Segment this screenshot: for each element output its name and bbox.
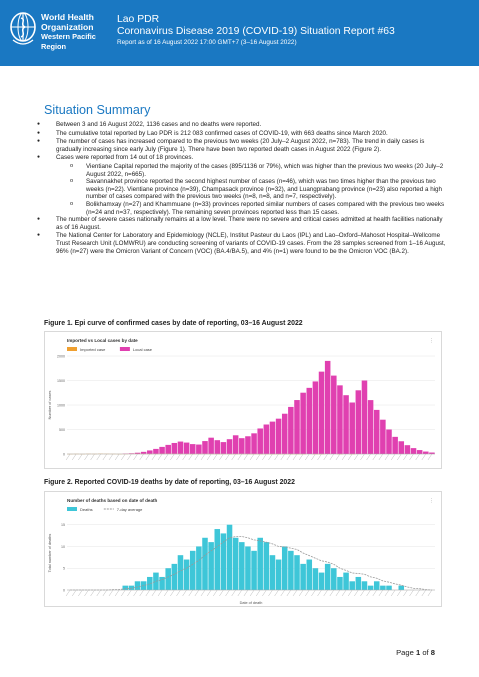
x-tick xyxy=(391,454,395,460)
epi-curve-chart xyxy=(45,332,441,468)
x-tick xyxy=(281,454,285,460)
summary-bullet xyxy=(36,138,446,153)
x-tick xyxy=(127,590,131,596)
bar xyxy=(343,395,349,454)
x-tick xyxy=(311,590,315,596)
x-tick xyxy=(195,590,199,596)
bar xyxy=(165,568,171,590)
x-tick xyxy=(109,454,113,460)
x-tick xyxy=(201,454,205,460)
bar xyxy=(202,441,208,454)
x-tick xyxy=(385,590,389,596)
bar xyxy=(307,388,313,454)
x-tick xyxy=(121,590,125,596)
y-axis-label: Total number of deaths xyxy=(48,533,52,573)
x-tick xyxy=(244,454,248,460)
x-tick xyxy=(354,454,358,460)
bar xyxy=(264,425,270,454)
bar xyxy=(417,450,423,454)
bar xyxy=(307,560,313,590)
report-date: Report as of 16 August 2022 17:00 GMT+7 (3–16 August 2022) xyxy=(117,39,297,46)
x-tick xyxy=(367,590,371,596)
x-tick xyxy=(256,454,260,460)
x-tick xyxy=(391,590,395,596)
summary-bullet xyxy=(36,232,446,255)
x-tick xyxy=(152,590,156,596)
bar xyxy=(215,529,221,590)
legend-label: Local case xyxy=(132,346,153,352)
x-tick xyxy=(262,590,266,596)
bullet-text: The number of cases has increased compared to the previous two weeks (20 July–2 August 2022, n=783). The trend in daily cases is gradually increasing since early July (Figure 1). There have been two reported death cases in August 2022 (Figure 2). xyxy=(56,138,425,153)
sub-bullet-text: Savannakhet province reported the second highest number of cases (n=46), which was two times higher than the previous two weeks (n=22). Vientiane province (n=39), Champasack province (n=32), and Luangprabang province (n=23) also reported a high number of cases compared with the previous two weeks (n=8, n=8, and n=7, respectively). xyxy=(86,178,443,201)
bar xyxy=(233,435,239,454)
bar xyxy=(153,449,159,454)
x-tick xyxy=(354,590,358,596)
bullet-text: Cases were reported from 14 out of 18 provinces. xyxy=(56,154,194,162)
x-tick xyxy=(84,454,88,460)
bar xyxy=(343,573,349,590)
report-heading xyxy=(117,14,395,48)
x-tick xyxy=(232,454,236,460)
x-tick xyxy=(91,454,95,460)
x-tick xyxy=(140,590,144,596)
chart-title: Number of deaths based on date of death xyxy=(67,498,158,503)
x-tick xyxy=(109,590,113,596)
x-tick xyxy=(170,590,174,596)
x-tick xyxy=(305,590,309,596)
legend-swatch xyxy=(67,347,77,351)
page-total: 8 xyxy=(430,648,435,657)
x-tick xyxy=(397,454,401,460)
x-tick xyxy=(164,454,168,460)
x-tick xyxy=(244,590,248,596)
deaths-chart xyxy=(45,492,441,606)
x-tick xyxy=(72,454,76,460)
bar xyxy=(251,433,257,454)
bar xyxy=(202,538,208,590)
y-tick-label: 2000 xyxy=(57,354,65,359)
y-tick-label: 1500 xyxy=(57,378,65,383)
x-tick xyxy=(158,454,162,460)
x-tick xyxy=(115,590,119,596)
bar xyxy=(208,438,214,454)
x-tick xyxy=(410,454,414,460)
bar xyxy=(190,444,196,454)
who-emblem-icon xyxy=(8,10,38,48)
x-tick xyxy=(72,590,76,596)
bar xyxy=(239,438,245,454)
x-tick xyxy=(305,454,309,460)
bar xyxy=(386,586,392,590)
bar xyxy=(196,445,202,454)
bar xyxy=(362,381,368,455)
x-tick xyxy=(207,590,211,596)
bar xyxy=(147,450,153,453)
bar xyxy=(196,546,202,590)
x-tick xyxy=(238,590,242,596)
bar xyxy=(282,546,288,590)
bar xyxy=(221,442,227,454)
bar xyxy=(245,546,251,590)
x-tick xyxy=(256,590,260,596)
x-tick xyxy=(299,590,303,596)
bar xyxy=(184,443,190,454)
x-tick xyxy=(97,454,101,460)
report-header xyxy=(0,0,479,66)
x-tick xyxy=(103,454,107,460)
bullet-text: The number of severe cases nationally remains at a low level. There were no severe and critical cases admitted at health facilities nationally as of 16 August. xyxy=(56,216,443,231)
figure-1-caption: Figure 1. Epi curve of confirmed cases by date of reporting, 03–16 August 2022 xyxy=(44,320,303,327)
bar xyxy=(349,403,355,454)
x-tick xyxy=(146,590,150,596)
bar xyxy=(227,525,233,590)
x-tick xyxy=(348,454,352,460)
bar xyxy=(331,568,337,590)
x-tick xyxy=(428,454,432,460)
x-tick xyxy=(238,454,242,460)
bar xyxy=(141,452,147,454)
y-tick-label: 500 xyxy=(59,427,65,432)
legend-swatch xyxy=(67,507,77,511)
page-number xyxy=(396,648,435,657)
chart-menu-icon: ⋮ xyxy=(429,338,434,344)
bar xyxy=(288,407,294,454)
figure-1-chart xyxy=(44,331,442,469)
x-tick xyxy=(201,590,205,596)
bar xyxy=(178,555,184,590)
x-tick xyxy=(91,590,95,596)
x-tick xyxy=(189,590,193,596)
bullet-text: The National Center for Laboratory and Epidemiology (NCLE), Institut Pasteur du Laos (IPL) and Lao–Oxford–Mahosot Hospital–Wellcome Trust Research Unit (LOMWRU) are conducting screening of variants of COVID-19 cases. From the 28 samples screened from 1–16 August, 96% (n=27) were the Omicron Variant of Concern (VOC) (BA.4/BA.5), and 4% (n=1) were found to be the Omicron VOC (BA.2). xyxy=(56,232,446,255)
x-tick xyxy=(275,590,279,596)
bar xyxy=(159,577,165,590)
x-tick xyxy=(78,590,82,596)
org-line-2: Organization xyxy=(41,21,94,32)
x-tick xyxy=(170,454,174,460)
bar xyxy=(337,385,343,454)
x-tick xyxy=(293,590,297,596)
x-tick xyxy=(379,454,383,460)
x-tick xyxy=(213,454,217,460)
bar xyxy=(215,440,221,454)
y-tick-label: 15 xyxy=(61,523,65,528)
y-axis-label: Number of cases xyxy=(48,390,52,420)
x-tick xyxy=(287,590,291,596)
x-tick xyxy=(134,454,138,460)
bar xyxy=(325,361,331,454)
bar xyxy=(123,586,129,590)
x-tick xyxy=(373,590,377,596)
bar xyxy=(319,372,325,454)
x-tick xyxy=(164,590,168,596)
org-line-1: World Health xyxy=(41,12,94,22)
bar xyxy=(251,551,257,590)
chart-title: Imported vs Local cases by date xyxy=(67,338,138,343)
page-label: Page xyxy=(396,648,416,657)
legend-label: Imported case xyxy=(80,346,106,352)
bullet-text: The cumulative total reported by Lao PDR is 212 083 confirmed cases of COVID-19, with 663 deaths since March 2020. xyxy=(56,129,388,137)
x-tick xyxy=(84,590,88,596)
x-tick xyxy=(330,454,334,460)
bar xyxy=(331,376,337,454)
x-tick xyxy=(385,454,389,460)
x-axis-label: Date of death xyxy=(239,601,263,605)
bar xyxy=(405,445,411,454)
bar xyxy=(239,542,245,590)
x-tick xyxy=(336,590,340,596)
bar xyxy=(294,555,300,590)
x-tick xyxy=(268,454,272,460)
x-tick xyxy=(195,454,199,460)
x-tick xyxy=(299,454,303,460)
y-tick-label: 0 xyxy=(63,452,65,457)
summary-bullet xyxy=(36,216,446,231)
y-tick-label: 0 xyxy=(63,588,65,593)
x-tick xyxy=(360,454,364,460)
x-tick xyxy=(416,454,420,460)
x-tick xyxy=(183,454,187,460)
x-tick xyxy=(336,454,340,460)
bar xyxy=(257,538,263,590)
bar xyxy=(172,443,178,454)
bar xyxy=(313,568,319,590)
x-tick xyxy=(268,590,272,596)
summary-sub-bullet xyxy=(36,201,446,216)
legend-swatch xyxy=(120,347,130,351)
bar xyxy=(362,581,368,590)
sub-bullet-text: Bolikhamxay (n=27) and Khammuane (n=33) provinces reported similar numbers of cases compared with the previous two weeks (n=24 and n=37, respectively). The remaining seven provinces reported less than 15 cases. xyxy=(86,200,445,216)
x-tick xyxy=(140,454,144,460)
org-name xyxy=(41,13,108,51)
y-tick-label: 5 xyxy=(63,566,65,571)
x-tick xyxy=(422,454,426,460)
x-tick xyxy=(379,590,383,596)
bar xyxy=(227,439,233,454)
x-tick xyxy=(158,590,162,596)
bar xyxy=(319,573,325,590)
x-tick xyxy=(311,454,315,460)
report-title: Coronavirus Disease 2019 (COVID-19) Situation Report #63 xyxy=(117,26,395,37)
bar xyxy=(245,436,251,454)
bar xyxy=(294,400,300,454)
bar xyxy=(349,581,355,590)
bar xyxy=(135,581,141,590)
x-tick xyxy=(115,454,119,460)
bar xyxy=(337,577,343,590)
x-tick xyxy=(293,454,297,460)
bar xyxy=(300,393,306,454)
bar xyxy=(374,581,380,590)
x-tick xyxy=(134,590,138,596)
bar xyxy=(264,542,270,590)
chart-menu-icon: ⋮ xyxy=(429,498,434,504)
x-tick xyxy=(219,590,223,596)
bar xyxy=(411,448,417,454)
page-of-label: of xyxy=(420,648,431,657)
x-tick xyxy=(287,454,291,460)
x-tick xyxy=(397,590,401,596)
x-tick xyxy=(97,590,101,596)
bar xyxy=(159,447,165,454)
bar xyxy=(172,564,178,590)
bar xyxy=(257,428,263,453)
bar xyxy=(380,586,386,590)
bar xyxy=(276,419,282,454)
x-tick xyxy=(121,454,125,460)
bar xyxy=(270,555,276,590)
legend-label: 7-day average xyxy=(116,506,143,512)
bar xyxy=(288,551,294,590)
x-tick xyxy=(342,454,346,460)
bar xyxy=(190,551,196,590)
x-tick xyxy=(152,454,156,460)
bar xyxy=(178,442,184,454)
bar xyxy=(368,586,374,590)
legend-label: Deaths xyxy=(80,506,93,512)
org-region: Western Pacific Region xyxy=(41,32,96,51)
bar xyxy=(356,390,362,454)
x-tick xyxy=(324,590,328,596)
summary-bullet xyxy=(36,121,446,129)
x-tick xyxy=(103,590,107,596)
bar xyxy=(165,445,171,454)
x-tick xyxy=(146,454,150,460)
bar xyxy=(368,400,374,454)
section-title: Situation Summary xyxy=(44,103,151,117)
x-tick xyxy=(281,590,285,596)
x-tick xyxy=(262,454,266,460)
bar xyxy=(276,560,282,590)
y-tick-label: 1000 xyxy=(57,403,65,408)
bullet-list xyxy=(36,121,446,255)
who-logo xyxy=(8,8,108,56)
bar xyxy=(356,577,362,590)
x-tick xyxy=(226,590,230,596)
x-tick xyxy=(183,590,187,596)
x-tick xyxy=(422,590,426,596)
summary-bullet xyxy=(36,130,446,138)
bar xyxy=(380,420,386,454)
x-tick xyxy=(213,590,217,596)
figure-2-caption: Figure 2. Reported COVID-19 deaths by date of reporting, 03–16 August 2022 xyxy=(44,479,295,486)
x-tick xyxy=(232,590,236,596)
x-tick xyxy=(250,454,254,460)
x-tick xyxy=(219,454,223,460)
x-tick xyxy=(275,454,279,460)
bar xyxy=(392,437,398,454)
x-tick xyxy=(360,590,364,596)
x-tick xyxy=(78,454,82,460)
x-tick xyxy=(348,590,352,596)
bar xyxy=(325,564,331,590)
bar xyxy=(153,573,159,590)
x-tick xyxy=(410,590,414,596)
x-tick xyxy=(330,590,334,596)
country-name: Lao PDR xyxy=(117,14,160,25)
sub-bullet-text: Vientiane Capital reported the majority of the cases (895/1136 or 79%), which was higher than the previous two weeks (20 July–2 August 2022, n=665). xyxy=(86,162,444,178)
x-tick xyxy=(226,454,230,460)
x-tick xyxy=(403,590,407,596)
bar xyxy=(313,381,319,454)
bar xyxy=(399,586,405,590)
x-tick xyxy=(318,454,322,460)
x-tick xyxy=(66,454,70,460)
x-tick xyxy=(367,454,371,460)
x-tick xyxy=(66,590,70,596)
bar xyxy=(399,441,405,454)
bar xyxy=(270,422,276,454)
bar xyxy=(282,414,288,454)
figure-2-chart xyxy=(44,491,442,607)
x-tick xyxy=(342,590,346,596)
y-tick-label: 10 xyxy=(61,544,65,549)
summary-sub-bullet xyxy=(36,163,446,178)
bar xyxy=(184,560,190,590)
x-tick xyxy=(373,454,377,460)
summary-bullet xyxy=(36,154,446,162)
x-tick xyxy=(176,590,180,596)
summary-list xyxy=(36,121,446,256)
x-tick xyxy=(189,454,193,460)
x-tick xyxy=(176,454,180,460)
x-tick xyxy=(324,454,328,460)
x-tick xyxy=(403,454,407,460)
bar xyxy=(233,538,239,590)
x-tick xyxy=(127,454,131,460)
bar xyxy=(135,453,141,454)
x-tick xyxy=(416,590,420,596)
x-tick xyxy=(250,590,254,596)
page-current: 1 xyxy=(415,648,421,657)
bar xyxy=(423,452,429,454)
bar xyxy=(374,410,380,454)
x-tick xyxy=(428,590,432,596)
x-tick xyxy=(207,454,211,460)
bar xyxy=(386,430,392,455)
bar xyxy=(300,564,306,590)
summary-sub-bullet xyxy=(36,178,446,201)
x-tick xyxy=(318,590,322,596)
bullet-text: Between 3 and 16 August 2022, 1136 cases and no deaths were reported. xyxy=(56,121,262,128)
